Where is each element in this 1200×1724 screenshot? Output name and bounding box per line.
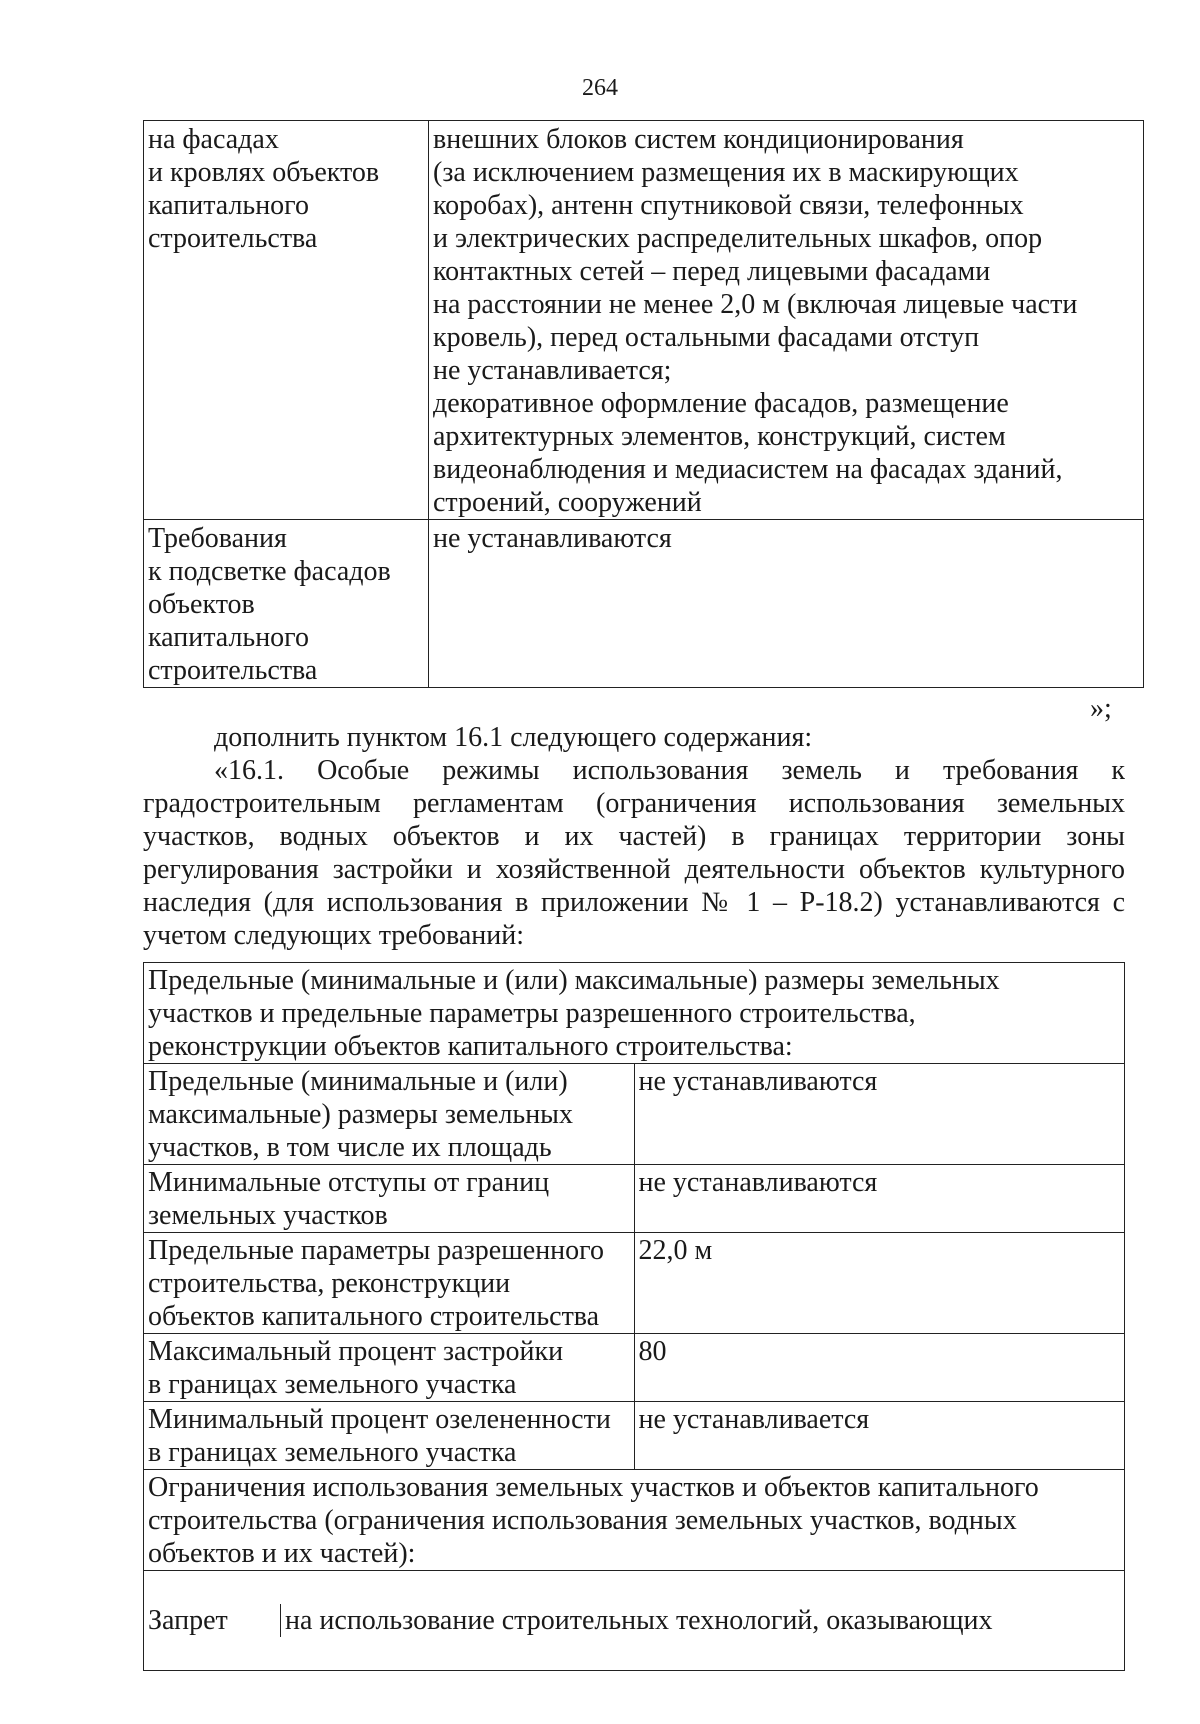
restriction-inner-table — [144, 1604, 1124, 1637]
restriction-value: на использование строительных технологий, оказывающих — [281, 1604, 1125, 1637]
table-cell-label: Минимальные отступы от границ земельных участков — [144, 1165, 635, 1233]
restrictions-header-cell: Ограничения использования земельных участков и объектов капитального строительства (ограничения использования земельных участков, водных объектов и их частей): — [144, 1470, 1125, 1571]
restrictions-header-row — [144, 1470, 1125, 1571]
table-row — [144, 1233, 1125, 1334]
table-cell-value: не устанавливаются — [634, 1064, 1125, 1165]
table-cell-value: не устанавливаются — [634, 1165, 1125, 1233]
intro-line: дополнить пунктом 16.1 следующего содержания: — [214, 722, 813, 753]
table-cell-label: на фасадах и кровлях объектов капитального строительства — [144, 121, 429, 520]
table-cell-label: Минимальный процент озелененности в границах земельного участка — [144, 1402, 635, 1470]
parameters-table — [143, 962, 1125, 1671]
table-header-cell: Предельные (минимальные и (или) максимальные) размеры земельных участков и предельные параметры разрешенного строительства, реконструкции объектов капитального строительства: — [144, 963, 1125, 1064]
table-row — [144, 1064, 1125, 1165]
table-row — [144, 121, 1144, 520]
table-row — [144, 520, 1144, 688]
table-cell-value: не устанавливается — [634, 1402, 1125, 1470]
facade-requirements-table — [143, 120, 1144, 688]
table-header-row — [144, 963, 1125, 1064]
table-cell-label: Предельные параметры разрешенного строительства, реконструкции объектов капитального строительства — [144, 1233, 635, 1334]
table-cell-value: 80 — [634, 1334, 1125, 1402]
table-cell-label: Максимальный процент застройки в границах земельного участка — [144, 1334, 635, 1402]
table-row — [144, 1334, 1125, 1402]
table-cell-value: внешних блоков систем кондиционирования (за исключением размещения их в маскирующих коробах), антенн спутниковой связи, телефонных и электрических распределительных шкафов, опор контактных сетей – перед лицевыми фасадами на расстоянии не менее 2,0 м (включая лицевые части кровель), перед остальными фасадами отступ не устанавливается; декоративное оформление фасадов, размещение архитектурных элементов, конструкций, систем видеонаблюдения и медиасистем на фасадах зданий, строений, сооружений — [429, 121, 1144, 520]
table-cell-label: Предельные (минимальные и (или) максимальные) размеры земельных участков, в том числе их площадь — [144, 1064, 635, 1165]
page-number: 264 — [582, 75, 618, 101]
closing-quote: »; — [1090, 693, 1112, 724]
table-row — [144, 1402, 1125, 1470]
paragraph-16-1: «16.1. Особые режимы использования земель и требования к градостроительным регламентам (ограничения использования земельных участков, водных объектов и их частей) в границах территории зоны регулирования застройки и хозяйственной деятельности объектов культурного наследия (для использования в приложении № 1 – Р-18.2) устанавливаются с учетом следующих требований: — [143, 755, 1125, 951]
table-cell-value: 22,0 м — [634, 1233, 1125, 1334]
table-row — [144, 1604, 1124, 1637]
restriction-cell — [144, 1571, 1125, 1671]
restriction-row — [144, 1571, 1125, 1671]
table-cell-value: не устанавливаются — [429, 520, 1144, 688]
restriction-key: Запрет — [144, 1604, 281, 1637]
table-row — [144, 1165, 1125, 1233]
table-cell-label: Требования к подсветке фасадов объектов капитального строительства — [144, 520, 429, 688]
